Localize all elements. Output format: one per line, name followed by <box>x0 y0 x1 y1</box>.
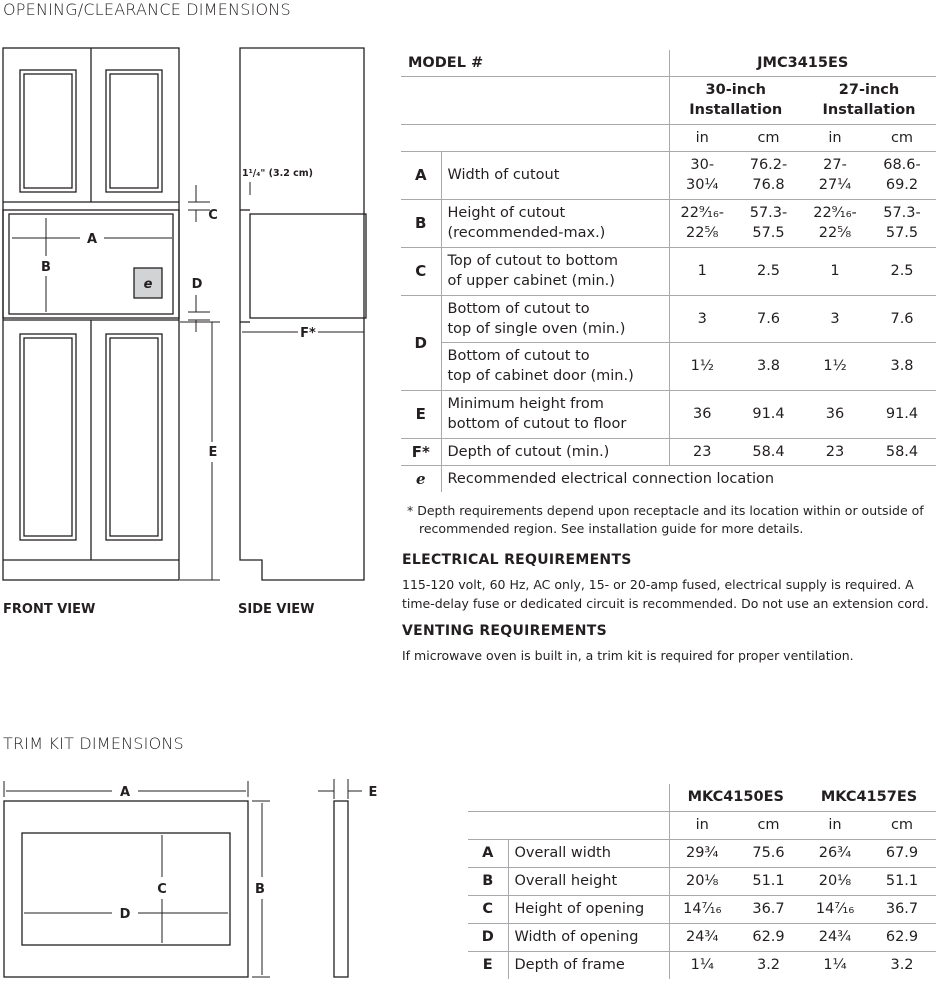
dim-label-c: C <box>208 208 218 223</box>
row-value: 3.8 <box>868 342 936 390</box>
trim-model-1: MKC4150ES <box>669 784 802 811</box>
trim-unit-in-1: in <box>669 811 735 839</box>
row-description: Bottom of cutout to top of single oven (min.) <box>441 295 669 342</box>
trim-row-value: 20⅛ <box>669 867 735 895</box>
trim-row-value: 24¾ <box>802 923 868 951</box>
trim-row-value: 51.1 <box>735 867 802 895</box>
trim-row-value: 67.9 <box>868 839 936 867</box>
row-value: 57.3- 57.5 <box>868 199 936 247</box>
opening-section-title: OPENING/CLEARANCE DIMENSIONS <box>3 0 291 19</box>
row-value: 27- 27¼ <box>802 151 868 199</box>
row-value: 23 <box>802 438 868 465</box>
side-gap-label: 1¹/₄" (3.2 cm) <box>242 168 314 179</box>
trim-row-value: 36.7 <box>735 895 802 923</box>
trim-row-value: 14⁷⁄₁₆ <box>669 895 735 923</box>
row-value: 36 <box>669 390 735 438</box>
trim-row-e <box>468 951 936 979</box>
opening-row-b <box>401 199 936 247</box>
venting-text: If microwave oven is built in, a trim kit is required for proper ventilation. <box>402 648 854 663</box>
row-key: E <box>401 390 441 438</box>
row-key: D <box>401 295 441 390</box>
opening-diagram <box>0 40 385 590</box>
trim-row-d <box>468 923 936 951</box>
cutout-outline <box>3 210 179 318</box>
electrical-row: e Recommended electrical connection location <box>401 465 936 492</box>
trim-dim-label-b: B <box>255 882 265 897</box>
trim-diagram <box>0 775 400 985</box>
dim-label-f: F* <box>300 326 316 341</box>
row-value: 76.2- 76.8 <box>735 151 802 199</box>
row-value: 7.6 <box>735 295 802 342</box>
row-value: 30- 30¼ <box>669 151 735 199</box>
trim-row-description: Depth of frame <box>508 951 669 979</box>
unit-cm-27: cm <box>868 124 936 151</box>
footnote: * Depth requirements depend upon receptacle and its location within or outside of recommended region. See installation guide for more details. <box>407 503 924 536</box>
dim-label-e: E <box>208 445 218 460</box>
install-27-header: 27-inch Installation <box>802 76 936 124</box>
trim-row-value: 20⅛ <box>802 867 868 895</box>
trim-unit-in-2: in <box>828 817 842 833</box>
row-value: 22⁹⁄₁₆- 22⁵⁄₈ <box>802 199 868 247</box>
opening-row-d2 <box>401 342 936 390</box>
trim-model-2: MKC4157ES <box>802 784 936 811</box>
model-number: JMC3415ES <box>669 50 936 76</box>
trim-row-b <box>468 867 936 895</box>
row-value: 91.4 <box>735 390 802 438</box>
trim-row-description: Height of opening <box>508 895 669 923</box>
trim-row-description: Overall width <box>508 839 669 867</box>
opening-row-d <box>401 295 936 342</box>
opening-table <box>401 50 936 492</box>
trim-opening-outline <box>22 833 230 945</box>
opening-row-c <box>401 247 936 295</box>
front-view-label: FRONT VIEW <box>3 602 96 617</box>
trim-row-value: 24¾ <box>669 923 735 951</box>
row-value: 91.4 <box>868 390 936 438</box>
row-description: Depth of cutout (min.) <box>441 438 669 465</box>
row-value: 68.6- 69.2 <box>868 151 936 199</box>
trim-row-key: B <box>468 867 508 895</box>
row-value: 3.8 <box>735 342 802 390</box>
unit-cm-30: cm <box>735 124 802 151</box>
row-value: 3 <box>669 295 735 342</box>
trim-row-value: 62.9 <box>868 923 936 951</box>
dim-label-a: A <box>86 232 98 247</box>
row-description: Minimum height from bottom of cutout to floor <box>441 390 669 438</box>
trim-dim-label-a: A <box>119 785 131 800</box>
trim-row-value: 1¼ <box>802 951 868 979</box>
trim-side-outline <box>334 801 348 977</box>
trim-row-description: Overall height <box>508 867 669 895</box>
row-value: 22⁹⁄₁₆- 22⁵⁄₈ <box>669 199 735 247</box>
trim-dim-label-c: C <box>157 882 167 897</box>
row-value: 58.4 <box>735 438 802 465</box>
trim-unit-cm-1: cm <box>757 817 780 833</box>
row-value: 2.5 <box>735 247 802 295</box>
trim-row-a <box>468 839 936 867</box>
side-view-label: SIDE VIEW <box>238 602 315 617</box>
row-value: 2.5 <box>868 247 936 295</box>
venting-title: VENTING REQUIREMENTS <box>402 623 607 639</box>
unit-in-27: in <box>802 124 868 151</box>
row-description: Height of cutout (recommended-max.) <box>441 199 669 247</box>
row-value: 58.4 <box>868 438 936 465</box>
row-value: 1 <box>802 247 868 295</box>
trim-row-value: 3.2 <box>735 951 802 979</box>
row-value: 7.6 <box>868 295 936 342</box>
dim-label-b: B <box>41 260 51 275</box>
row-description: Top of cutout to bottom of upper cabinet (min.) <box>441 247 669 295</box>
trim-row-value: 75.6 <box>735 839 802 867</box>
trim-row-value: 29¾ <box>669 839 735 867</box>
electrical-location-label: e <box>143 277 153 292</box>
row-description: Width of cutout <box>441 151 669 199</box>
install-30-header: 30-inch Installation <box>669 76 802 124</box>
row-value: 36 <box>802 390 868 438</box>
row-key: F* <box>401 438 441 465</box>
model-label: MODEL # <box>408 54 484 71</box>
trim-dim-label-d: D <box>119 907 131 922</box>
trim-dim-label-e: E <box>368 785 378 800</box>
dim-label-d: D <box>191 277 203 292</box>
row-key: B <box>401 199 441 247</box>
side-view-outline <box>240 48 364 580</box>
trim-row-c <box>468 895 936 923</box>
trim-row-description: Width of opening <box>508 923 669 951</box>
opening-row-e <box>401 390 936 438</box>
trim-row-value: 1¼ <box>669 951 735 979</box>
trim-row-value: 62.9 <box>735 923 802 951</box>
trim-row-value: 51.1 <box>868 867 936 895</box>
trim-row-key: C <box>468 895 508 923</box>
row-value: 23 <box>669 438 735 465</box>
trim-row-value: 3.2 <box>868 951 936 979</box>
row-value: 3 <box>802 295 868 342</box>
electrical-text: 115-120 volt, 60 Hz, AC only, 15- or 20-amp fused, electrical supply is required. A time-delay fuse or dedicated circuit is recommended. Do not use an extension cord. <box>402 577 929 611</box>
row-value: 1 <box>669 247 735 295</box>
row-value: 57.3- 57.5 <box>735 199 802 247</box>
trim-row-key: E <box>468 951 508 979</box>
row-description: Bottom of cutout to top of cabinet door (min.) <box>441 342 669 390</box>
trim-row-value: 36.7 <box>868 895 936 923</box>
trim-table <box>468 784 936 979</box>
trim-row-value: 14⁷⁄₁₆ <box>802 895 868 923</box>
opening-row-a <box>401 151 936 199</box>
opening-row-f <box>401 438 936 465</box>
trim-section-title: TRIM KIT DIMENSIONS <box>3 734 184 753</box>
row-key: C <box>401 247 441 295</box>
row-key: A <box>401 151 441 199</box>
trim-row-value: 26¾ <box>802 839 868 867</box>
row-value: 1½ <box>802 342 868 390</box>
trim-row-key: D <box>468 923 508 951</box>
unit-in-30: in <box>669 124 735 151</box>
electrical-title: ELECTRICAL REQUIREMENTS <box>402 552 632 568</box>
trim-unit-cm-2: cm <box>890 817 914 833</box>
row-value: 1½ <box>669 342 735 390</box>
trim-row-key: A <box>468 839 508 867</box>
trim-frame-outline <box>4 801 248 977</box>
